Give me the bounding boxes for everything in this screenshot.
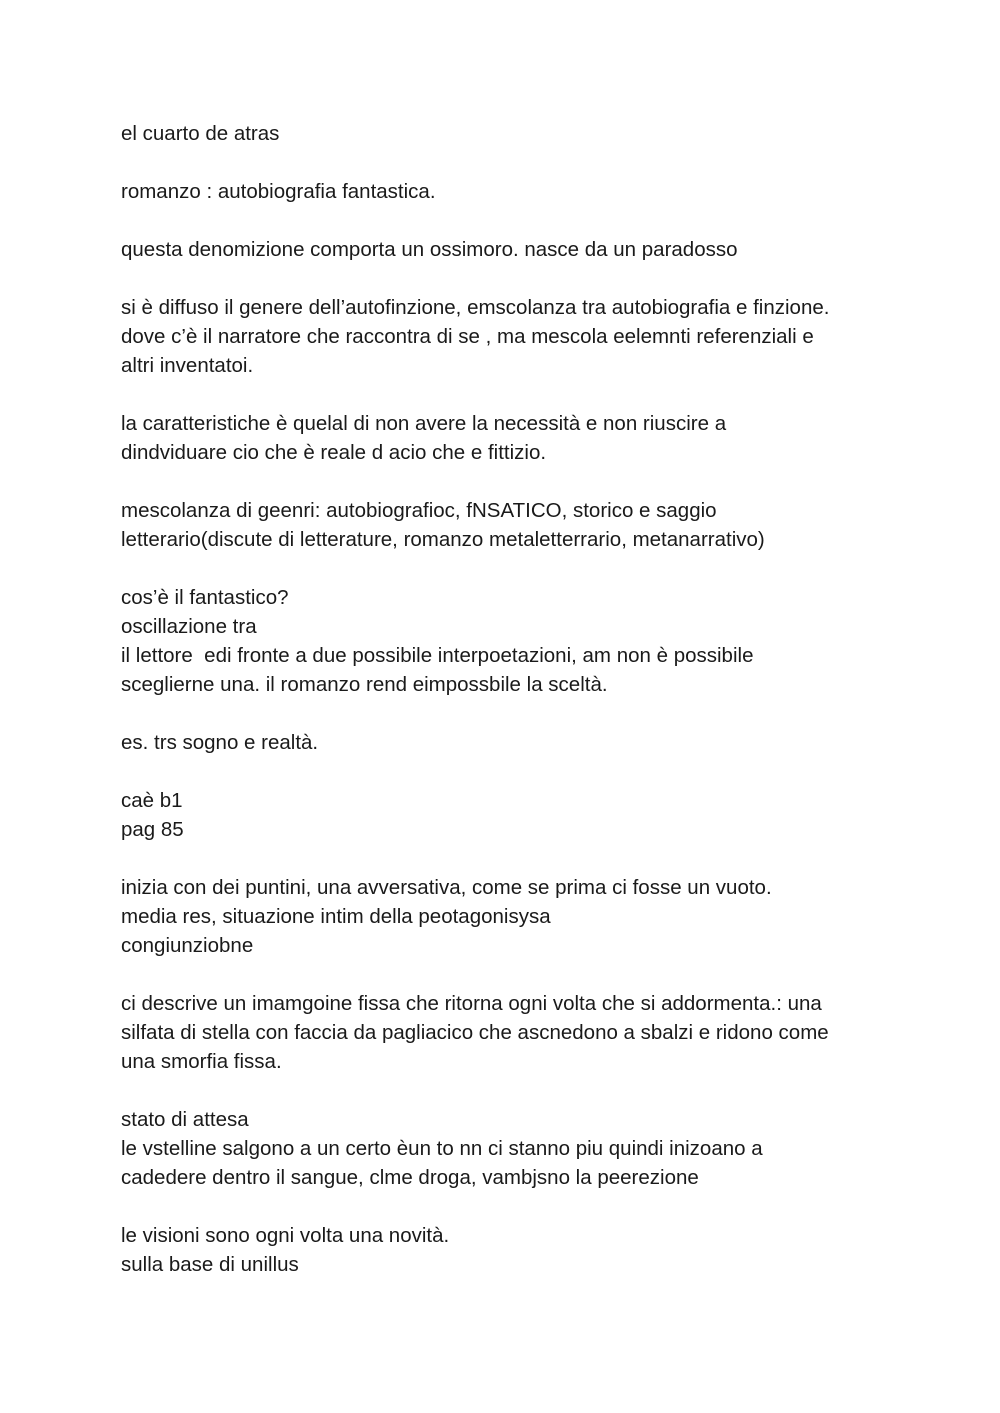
text-line: pag 85 [121, 818, 184, 841]
paragraph [121, 873, 891, 960]
text-line: dindviduare cio che è reale d acio che e fittizio. [121, 441, 547, 464]
text-line: caè b1 [121, 789, 183, 812]
text-line: media res, situazione intim della peotagonisysa [121, 905, 551, 928]
text-line: stato di attesa [121, 1108, 249, 1131]
paragraph [121, 728, 891, 757]
text-line: inizia con dei puntini, una avversativa, come se prima ci fosse un vuoto. [121, 876, 772, 899]
paragraph [121, 1105, 891, 1192]
paragraph [121, 496, 891, 554]
text-line: si è diffuso il genere dell’autofinzione, emscolanza tra autobiografia e finzione. [121, 296, 830, 319]
text-line: le vstelline salgono a un certo èun to nn ci stanno piu quindi inizoano a [121, 1137, 763, 1160]
paragraph [121, 177, 891, 206]
paragraph [121, 786, 891, 844]
text-line: una smorfia fissa. [121, 1050, 282, 1073]
paragraph [121, 989, 891, 1076]
text-line: silfata di stella con faccia da pagliacico che ascnedono a sbalzi e ridono come [121, 1021, 829, 1044]
text-line: cos’è il fantastico? [121, 586, 289, 609]
paragraph [121, 293, 891, 380]
text-line: la caratteristiche è quelal di non avere la necessità e non riuscire a [121, 412, 727, 435]
paragraph [121, 583, 891, 699]
text-line: romanzo : autobiografia fantastica. [121, 180, 436, 203]
paragraph [121, 409, 891, 467]
text-line: mescolanza di geenri: autobiografioc, fNSATICO, storico e saggio [121, 499, 717, 522]
text-line: sulla base di unillus [121, 1253, 299, 1276]
paragraph [121, 1221, 891, 1279]
paragraph-title [121, 119, 891, 148]
document-body [121, 119, 891, 1308]
text-line: questa denomizione comporta un ossimoro. nasce da un paradosso [121, 238, 738, 261]
text-line: congiunziobne [121, 934, 254, 957]
text-line: letterario(discute di letterature, romanzo metaletterrario, metanarrativo) [121, 528, 765, 551]
text-line: dove c’è il narratore che raccontra di se , ma mescola eelemnti referenziali e [121, 325, 814, 348]
text-line: es. trs sogno e realtà. [121, 731, 319, 754]
text-line: cadedere dentro il sangue, clme droga, vambjsno la peerezione [121, 1166, 699, 1189]
text-line: oscillazione tra [121, 615, 257, 638]
paragraph [121, 235, 891, 264]
text-line: el cuarto de atras [121, 122, 280, 145]
text-line: sceglierne una. il romanzo rend eimpossbile la sceltà. [121, 673, 608, 696]
text-line: il lettore edi fronte a due possibile interpoetazioni, am non è possibile [121, 644, 754, 667]
text-line: le visioni sono ogni volta una novità. [121, 1224, 450, 1247]
text-line: altri inventatoi. [121, 354, 254, 377]
text-line: ci descrive un imamgoine fissa che ritorna ogni volta che si addormenta.: una [121, 992, 822, 1015]
